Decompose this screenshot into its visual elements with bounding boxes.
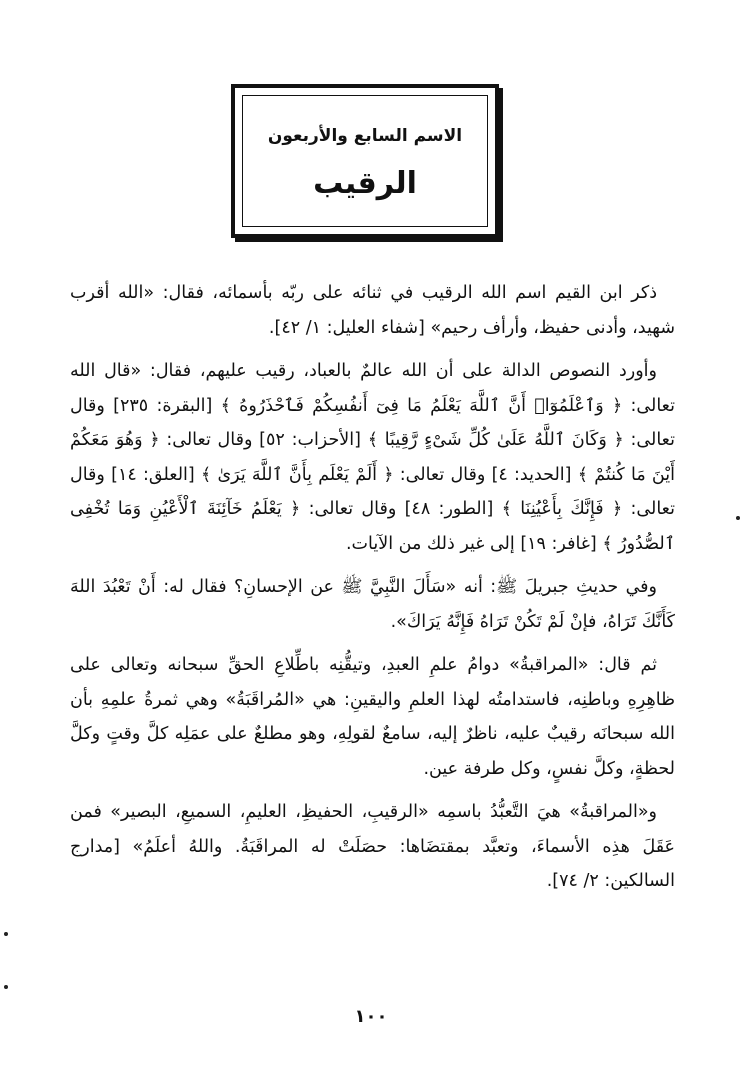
- paragraph-jibril-hadith: وفي حديثِ جبريلَ ﷺ: أنه «سَأَلَ النَّبِيَّ ﷺ عن الإحسانِ؟ فقال له: أَنْ تَعْبُدَ اللهَ كَأَنَّكَ تَرَاهُ، فإنْ لَمْ تَكُنْ تَرَاهُ فَإِنَّهُ يَرَاكَ».: [70, 577, 675, 632]
- chapter-subtitle: الاسم السابع والأربعون: [267, 126, 463, 146]
- margin-mark: [4, 985, 8, 989]
- title-frame: [231, 84, 499, 238]
- margin-mark: [736, 516, 740, 520]
- page-number: ١٠٠: [354, 1006, 388, 1027]
- paragraph-muraqaba-definition: ثم قال: «المراقبةُ» دوامُ علمِ العبدِ، وتيقُّنِه باطِّلاعِ الحقِّ سبحانه وتعالى على ظاهِرِهِ وباطنِه، فاستدامتُه لهذا العلمِ واليقينِ: هي «المُراقَبَةُ» وهي ثمرةُ علمِهِ بأن الله سبحانَه رقيبٌ عليه، ناظرٌ إليه، سامعٌ لقولِهِ، وهو مطلعٌ على عمَلِه كلَّ وقتٍ وكلَّ لحظةٍ، وكلَّ نفسٍ، وكل طرفة عين.: [70, 655, 675, 779]
- chapter-title: الرقيب: [313, 166, 417, 201]
- paragraph-ibn-qayyim-quote: ذكر ابن القيم اسم الله الرقيب في ثنائه على ربّه بأسمائه، فقال: «الله أقرب شهيد، وأدنى حفيظ، وأرأف رحيم» [شفاء العليل: ١/ ٤٢].: [70, 283, 675, 338]
- body-text: [70, 276, 675, 908]
- margin-mark: [4, 932, 8, 936]
- title-frame-inner-border: [242, 95, 488, 227]
- paragraph-muraqaba-names: و«المراقبةُ» هيَ التَّعبُّدُ باسمِه «الرقيبِ، الحفيظِ، العليمِ، السميعِ، البصير» فمن عَقَلَ هذِه الأسماءَ، وتعبَّد بمقتضَاها: حصَلَتْ له المراقَبَةُ. واللهُ أعلَمُ» [مدارج السالكين: ٢/ ٧٤].: [70, 802, 675, 891]
- paragraph-quran-verses: وأورد النصوص الدالة على أن الله عالمٌ بالعباد، رقيب عليهم، فقال: «قال الله تعالى: ﴿ وَٱعْلَمُوٓا۟ أَنَّ ٱللَّهَ يَعْلَمُ مَا فِىٓ أَنفُسِكُمْ فَٱحْذَرُوهُ ﴾ [البقرة: ٢٣٥] وقال تعالى: ﴿ وَكَانَ ٱللَّهُ عَلَىٰ كُلِّ شَىْءٍ رَّقِيبًا ﴾ [الأحزاب: ٥٢] وقال تعالى: ﴿ وَهُوَ مَعَكُمْ أَيْنَ مَا كُنتُمْ ﴾ [الحديد: ٤] وقال تعالى: ﴿ أَلَمْ يَعْلَم بِأَنَّ ٱللَّهَ يَرَىٰ ﴾ [العلق: ١٤] وقال تعالى: ﴿ فَإِنَّكَ بِأَعْيُنِنَا ﴾ [الطور: ٤٨] وقال تعالى: ﴿ يَعْلَمُ خَآئِنَةَ ٱلْأَعْيُنِ وَمَا تُخْفِى ٱلصُّدُورُ ﴾ [غافر: ١٩] إلى غير ذلك من الآيات.: [70, 361, 675, 554]
